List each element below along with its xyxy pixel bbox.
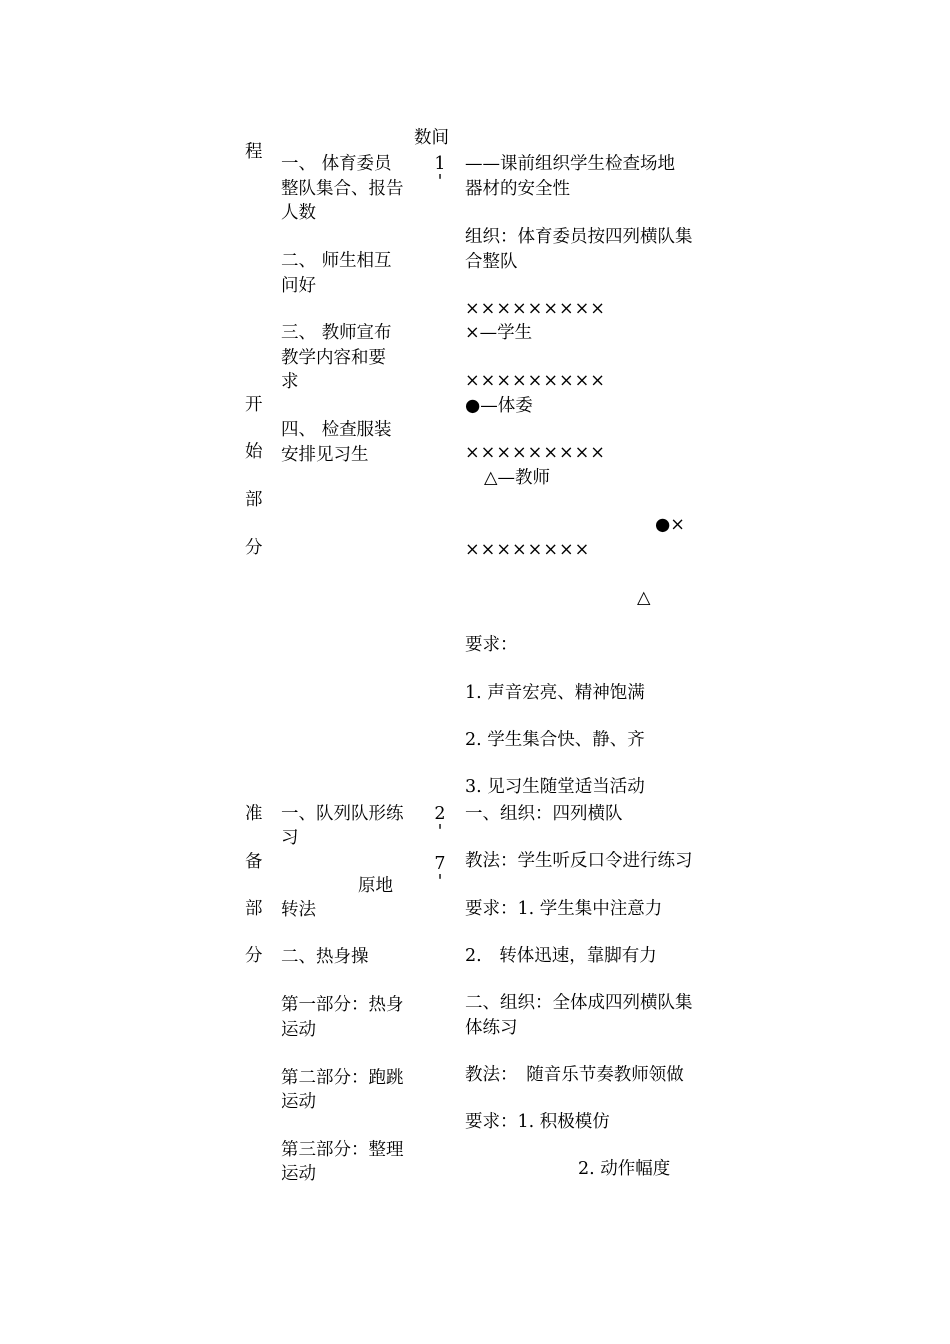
requirement-item: 3. 见习生随堂适当活动: [465, 777, 645, 797]
legend-student: ×—学生: [465, 323, 533, 343]
content-line: 运动: [281, 1020, 316, 1040]
method-line: 要求：1. 学生集中注意力: [465, 899, 663, 919]
formation-row: ×××××××××: [465, 371, 606, 391]
stage-char: 分: [245, 946, 263, 966]
method-line: ——课前组织学生检查场地: [465, 154, 675, 174]
content-line: 人数: [281, 203, 316, 223]
stage-char: 开: [245, 395, 263, 415]
content-line: 运动: [281, 1092, 316, 1112]
content-line: 求: [281, 372, 299, 392]
time-unit: ': [437, 172, 443, 192]
time-value: 7: [434, 854, 446, 874]
content-line: 运动: [281, 1164, 316, 1184]
stage-char: 备: [245, 852, 263, 872]
method-line: 2. 动作幅度: [578, 1159, 671, 1179]
content-line: 原地: [358, 876, 393, 896]
content-line: 问好: [281, 276, 316, 296]
stage-char: 准: [245, 804, 263, 824]
method-line: 器材的安全性: [465, 179, 570, 199]
content-line: 转法: [281, 900, 316, 920]
stage-char: 始: [245, 442, 263, 462]
content-line: 第三部分：整理: [281, 1140, 404, 1160]
formation-row: ××××××××: [465, 540, 591, 560]
time-value: 2: [434, 804, 446, 824]
method-line: 组织：体育委员按四列横队集: [465, 227, 693, 247]
method-line: 要求：1. 积极模仿: [465, 1112, 610, 1132]
legend-monitor: ●—体委: [465, 396, 533, 416]
method-line: 教法：学生听反口令进行练习: [465, 851, 693, 871]
stage-char: 分: [245, 538, 263, 558]
time-header: 数间: [414, 128, 449, 148]
content-line: 四、 检查服装: [281, 420, 392, 440]
formation-row: ×××××××××: [465, 443, 606, 463]
content-line: 教学内容和要: [281, 348, 386, 368]
requirement-item: 2. 学生集合快、静、齐: [465, 730, 645, 750]
content-line: 整队集合、报告: [281, 179, 404, 199]
method-line: 二、组织：全体成四列横队集: [465, 993, 693, 1013]
formation-row: ●×: [655, 515, 685, 535]
content-line: 三、 教师宣布: [281, 323, 392, 343]
content-line: 第一部分：热身: [281, 995, 404, 1015]
method-line: 体练习: [465, 1018, 518, 1038]
method-line: 合整队: [465, 252, 518, 272]
content-line: 第二部分：跑跳: [281, 1068, 404, 1088]
teacher-position-icon: △: [637, 588, 651, 608]
content-line: 安排见习生: [281, 445, 369, 465]
stage-char: 部: [245, 490, 263, 510]
time-value: 1: [434, 154, 446, 174]
content-line: 一、 体育委员: [281, 154, 392, 174]
time-unit: ': [437, 822, 443, 842]
content-line: 二、 师生相互: [281, 251, 392, 271]
content-line: 二、热身操: [281, 947, 369, 967]
stage-header: 程: [245, 142, 263, 162]
requirement-item: 1. 声音宏亮、精神饱满: [465, 683, 645, 703]
stage-char: 部: [245, 899, 263, 919]
legend-teacher: △—教师: [484, 468, 550, 488]
time-unit: ': [437, 872, 443, 892]
requirements-title: 要求：: [465, 635, 518, 655]
formation-row: ×××××××××: [465, 299, 606, 319]
method-line: 2. 转体迅速，靠脚有力: [465, 946, 657, 966]
content-line: 习: [281, 828, 299, 848]
method-line: 教法： 随音乐节奏教师领做: [465, 1065, 684, 1085]
method-line: 一、组织：四列横队: [465, 804, 623, 824]
content-line: 一、队列队形练: [281, 804, 404, 824]
